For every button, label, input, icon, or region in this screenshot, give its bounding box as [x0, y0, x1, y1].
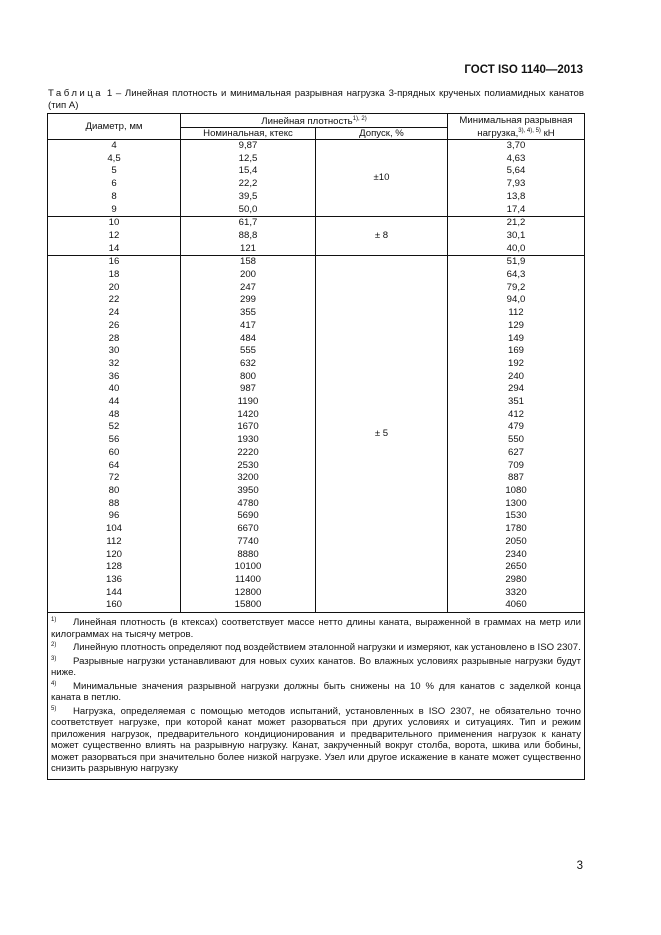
- cell-diameter: 18: [48, 269, 181, 282]
- table-row: [48, 140, 585, 153]
- cell-diameter: 56: [48, 434, 181, 447]
- cell-nominal-density: 1190: [181, 396, 316, 409]
- cell-tolerance: ± 8: [316, 217, 448, 256]
- cell-nominal-density: 3950: [181, 485, 316, 498]
- cell-breaking-load: 51,9: [448, 256, 585, 269]
- header-load-footnote-ref: 3), 4), 5): [518, 127, 541, 134]
- cell-breaking-load: 1530: [448, 510, 585, 523]
- cell-diameter: 72: [48, 472, 181, 485]
- cell-nominal-density: 484: [181, 333, 316, 346]
- cell-breaking-load: 17,4: [448, 204, 585, 217]
- cell-nominal-density: 632: [181, 358, 316, 371]
- cell-nominal-density: 987: [181, 383, 316, 396]
- cell-breaking-load: 887: [448, 472, 585, 485]
- cell-nominal-density: 1420: [181, 409, 316, 422]
- table-row: [48, 217, 585, 230]
- cell-breaking-load: 192: [448, 358, 585, 371]
- cell-breaking-load: 3,70: [448, 140, 585, 153]
- footnote-mark: 3): [51, 655, 57, 662]
- header-load-line1: Минимальная разрывная: [459, 114, 573, 126]
- cell-diameter: 136: [48, 574, 181, 587]
- footnote-mark: 5): [51, 705, 57, 712]
- cell-breaking-load: 7,93: [448, 178, 585, 191]
- cell-diameter: 36: [48, 371, 181, 384]
- cell-breaking-load: 2340: [448, 549, 585, 562]
- cell-diameter: 30: [48, 345, 181, 358]
- cell-nominal-density: 1670: [181, 421, 316, 434]
- cell-diameter: 6: [48, 178, 181, 191]
- header-nominal: Номинальная, ктекс: [181, 128, 316, 140]
- cell-breaking-load: 1300: [448, 498, 585, 511]
- footnotes: [48, 613, 585, 780]
- cell-diameter: 44: [48, 396, 181, 409]
- cell-tolerance: ± 5: [316, 256, 448, 613]
- cell-breaking-load: 240: [448, 371, 585, 384]
- cell-diameter: 48: [48, 409, 181, 422]
- cell-breaking-load: 94,0: [448, 294, 585, 307]
- cell-nominal-density: 61,7: [181, 217, 316, 230]
- cell-diameter: 112: [48, 536, 181, 549]
- cell-diameter: 120: [48, 549, 181, 562]
- cell-nominal-density: 417: [181, 320, 316, 333]
- footnote: [51, 640, 581, 654]
- cell-diameter: 160: [48, 599, 181, 612]
- cell-nominal-density: 6670: [181, 523, 316, 536]
- cell-diameter: 64: [48, 460, 181, 473]
- cell-diameter: 96: [48, 510, 181, 523]
- cell-breaking-load: 169: [448, 345, 585, 358]
- cell-diameter: 88: [48, 498, 181, 511]
- cell-breaking-load: 2980: [448, 574, 585, 587]
- cell-breaking-load: 4,63: [448, 153, 585, 166]
- cell-diameter: 26: [48, 320, 181, 333]
- cell-breaking-load: 21,2: [448, 217, 585, 230]
- cell-nominal-density: 7740: [181, 536, 316, 549]
- cell-breaking-load: 2050: [448, 536, 585, 549]
- cell-nominal-density: 2530: [181, 460, 316, 473]
- footnote-text: Линейную плотность определяют под воздействием эталонной нагрузки и измеряют, как установлено в ISO 2307.: [73, 642, 581, 654]
- header-load-line2: нагрузка,: [477, 127, 519, 139]
- cell-nominal-density: 39,5: [181, 191, 316, 204]
- cell-diameter: 60: [48, 447, 181, 460]
- cell-breaking-load: 550: [448, 434, 585, 447]
- cell-diameter: 10: [48, 217, 181, 230]
- cell-nominal-density: 15,4: [181, 165, 316, 178]
- header-load-unit: кН: [543, 127, 555, 139]
- cell-breaking-load: 2650: [448, 561, 585, 574]
- footnote-text: Линейная плотность (в ктексах) соответствует массе нетто длины каната, выраженной в граммах на метр или килограммах на тысячу метров.: [51, 617, 581, 640]
- cell-breaking-load: 627: [448, 447, 585, 460]
- cell-diameter: 22: [48, 294, 181, 307]
- header-linear-density: [181, 114, 448, 128]
- cell-breaking-load: 1780: [448, 523, 585, 536]
- cell-breaking-load: 479: [448, 421, 585, 434]
- cell-diameter: 24: [48, 307, 181, 320]
- cell-nominal-density: 9,87: [181, 140, 316, 153]
- footnote: [51, 679, 581, 704]
- footnote-text: Нагрузка, определяемая с помощью методов испытаний, установленных в ISO 2307, не обязательно точно соответствует нагрузке, при которой канат может разорваться при других условиях и ситуациях. Тип и режим приложения нагрузок, предварительного кондиционирования и предварительного применения нагрузок к канату может существенно влиять на разрывную нагрузку. Канат, закрученный вокруг столба, ворота, шкива или бобины, может разорваться при значительно более низкой нагрузке. Узел или другое искажение в канате может существенно снизить разрывную нагрузку: [51, 705, 581, 775]
- cell-diameter: 104: [48, 523, 181, 536]
- caption-number: 1: [106, 88, 113, 99]
- footnote: [51, 615, 581, 640]
- cell-breaking-load: 3320: [448, 587, 585, 600]
- cell-nominal-density: 22,2: [181, 178, 316, 191]
- cell-diameter: 40: [48, 383, 181, 396]
- header-tolerance: Допуск, %: [316, 128, 448, 140]
- cell-breaking-load: 30,1: [448, 230, 585, 243]
- caption-label: Таблица: [48, 88, 104, 99]
- cell-nominal-density: 299: [181, 294, 316, 307]
- cell-breaking-load: 79,2: [448, 282, 585, 295]
- cell-diameter: 14: [48, 243, 181, 256]
- cell-breaking-load: 13,8: [448, 191, 585, 204]
- cell-breaking-load: 149: [448, 333, 585, 346]
- cell-diameter: 20: [48, 282, 181, 295]
- cell-nominal-density: 247: [181, 282, 316, 295]
- cell-diameter: 5: [48, 165, 181, 178]
- cell-nominal-density: 15800: [181, 599, 316, 612]
- cell-diameter: 28: [48, 333, 181, 346]
- cell-breaking-load: 5,64: [448, 165, 585, 178]
- cell-nominal-density: 158: [181, 256, 316, 269]
- cell-breaking-load: 351: [448, 396, 585, 409]
- cell-nominal-density: 555: [181, 345, 316, 358]
- cell-breaking-load: 4060: [448, 599, 585, 612]
- footnote-mark: 4): [51, 680, 57, 687]
- cell-breaking-load: 1080: [448, 485, 585, 498]
- cell-nominal-density: 800: [181, 371, 316, 384]
- footnote-text: Разрывные нагрузки устанавливают для новых сухих канатов. Во влажных условиях разрывные нагрузки будут ниже.: [51, 655, 581, 679]
- footnote-mark: 1): [51, 617, 57, 624]
- footnote: [51, 704, 581, 775]
- cell-nominal-density: 4780: [181, 498, 316, 511]
- cell-diameter: 128: [48, 561, 181, 574]
- header-min-breaking-load: [448, 114, 585, 140]
- cell-tolerance: ±10: [316, 140, 448, 217]
- cell-breaking-load: 412: [448, 409, 585, 422]
- cell-diameter: 52: [48, 421, 181, 434]
- cell-diameter: 12: [48, 230, 181, 243]
- document-code: ГОСТ ISO 1140—2013: [464, 64, 583, 76]
- rope-properties-table: [47, 113, 585, 780]
- cell-diameter: 9: [48, 204, 181, 217]
- cell-nominal-density: 355: [181, 307, 316, 320]
- cell-diameter: 16: [48, 256, 181, 269]
- cell-diameter: 144: [48, 587, 181, 600]
- cell-diameter: 32: [48, 358, 181, 371]
- cell-breaking-load: 112: [448, 307, 585, 320]
- header-linear-density-label: Линейная плотность: [261, 116, 353, 127]
- footnote-text: Минимальные значения разрывной нагрузки должны быть снижены на 10 % для канатов с заделкой конца каната в петлю.: [51, 680, 581, 704]
- cell-nominal-density: 12,5: [181, 153, 316, 166]
- cell-breaking-load: 709: [448, 460, 585, 473]
- cell-nominal-density: 2220: [181, 447, 316, 460]
- footnote: [51, 654, 581, 679]
- cell-breaking-load: 40,0: [448, 243, 585, 256]
- cell-diameter: 4: [48, 140, 181, 153]
- cell-nominal-density: 121: [181, 243, 316, 256]
- cell-nominal-density: 11400: [181, 574, 316, 587]
- table-row: [48, 256, 585, 269]
- footnote-mark: 2): [51, 642, 57, 649]
- cell-nominal-density: 12800: [181, 587, 316, 600]
- cell-nominal-density: 200: [181, 269, 316, 282]
- cell-diameter: 4,5: [48, 153, 181, 166]
- table-body: [48, 140, 585, 613]
- table-caption: [48, 88, 584, 112]
- cell-nominal-density: 88,8: [181, 230, 316, 243]
- cell-diameter: 8: [48, 191, 181, 204]
- cell-breaking-load: 294: [448, 383, 585, 396]
- cell-nominal-density: 5690: [181, 510, 316, 523]
- cell-nominal-density: 10100: [181, 561, 316, 574]
- cell-nominal-density: 1930: [181, 434, 316, 447]
- cell-nominal-density: 3200: [181, 472, 316, 485]
- cell-diameter: 80: [48, 485, 181, 498]
- cell-breaking-load: 64,3: [448, 269, 585, 282]
- cell-breaking-load: 129: [448, 320, 585, 333]
- header-diameter: Диаметр, мм: [48, 114, 181, 140]
- header-linear-density-footnote-ref: 1), 2): [352, 116, 367, 122]
- cell-nominal-density: 50,0: [181, 204, 316, 217]
- caption-text: – Линейная плотность и минимальная разрывная нагрузка 3-прядных крученых полиамидных канатов (тип А): [48, 88, 584, 112]
- page-number: 3: [576, 860, 583, 872]
- cell-nominal-density: 8880: [181, 549, 316, 562]
